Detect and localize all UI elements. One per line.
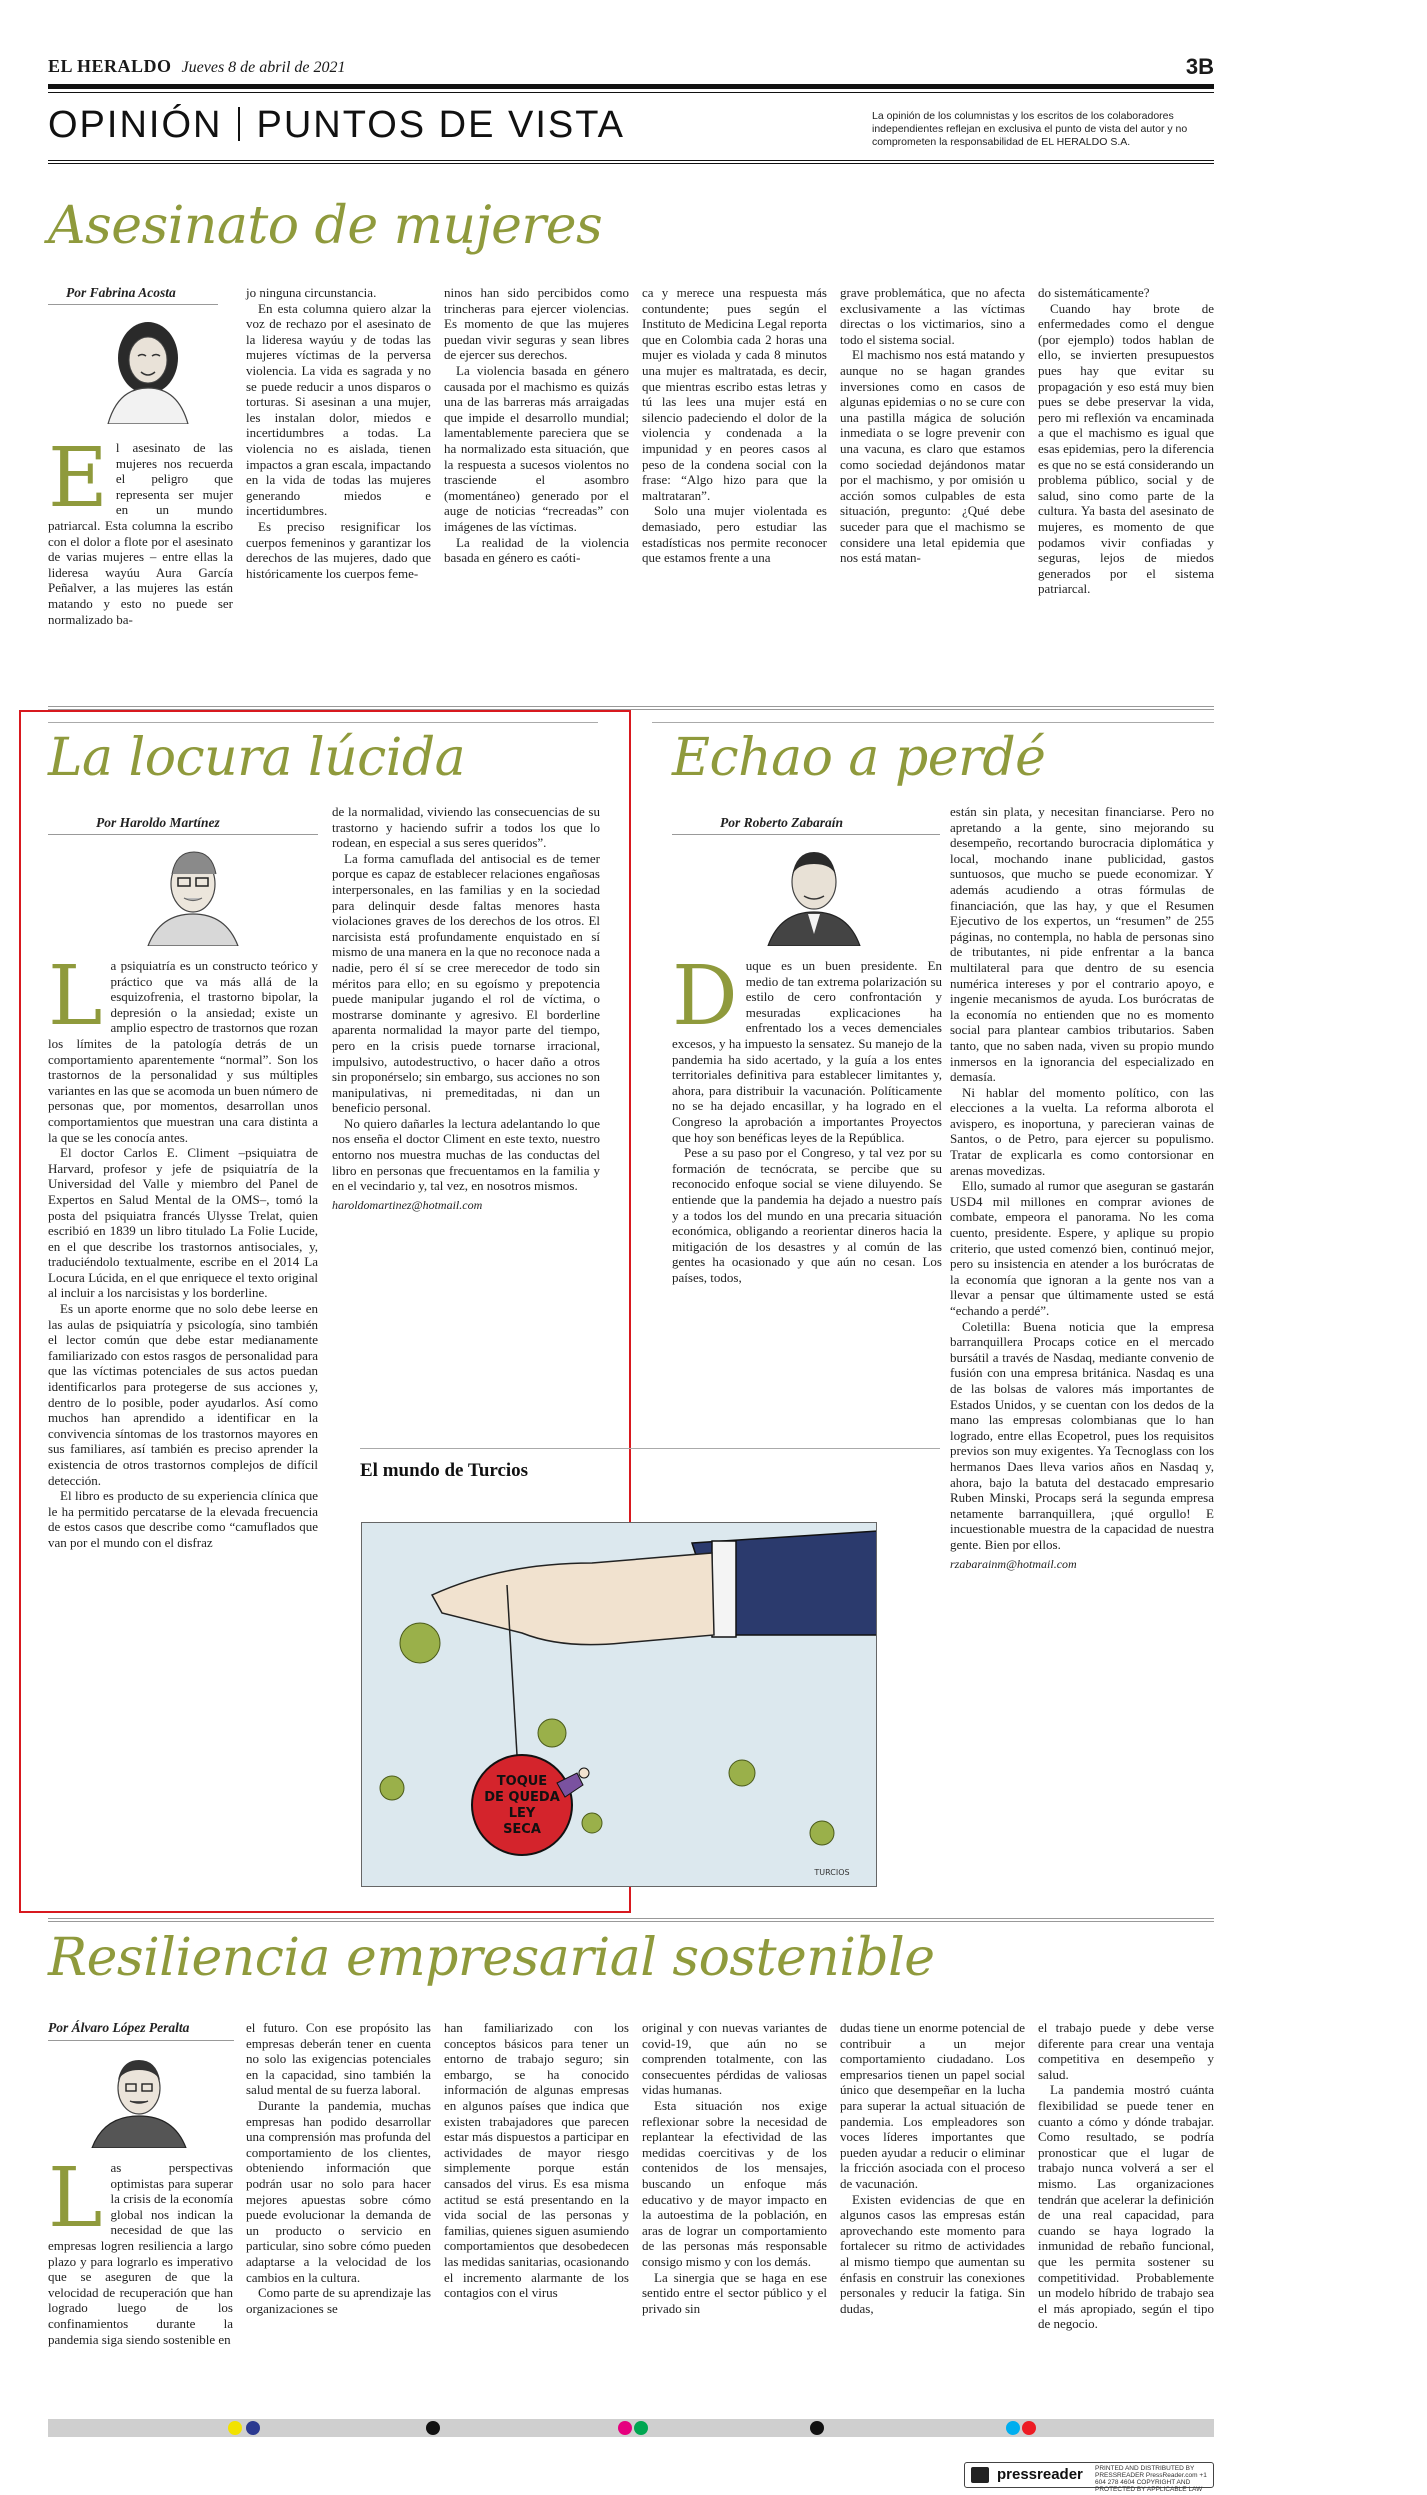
paragraph: No quiero dañarles la lectura adelantando lo que nos enseña el doctor Climent en este texto, nuestro entorno nos muestra muchas de las conductas del libro en personas que frecuentamos en la familia y en el vecindario y, tal vez, en nosotros mismos. — [332, 1115, 600, 1194]
resiliencia-col-5 — [840, 2020, 1025, 2316]
paragraph: Esta situación nos exige reflexionar sobre la necesidad de replantear la efectividad de las medidas coercitivas y de los contenidos de los mensajes, buscando un enfoque más educativo y de mayor impacto en la autoestima de la población, en aras de lograr un comportamiento de las personas más responsable consigo mismo y con los demás. — [642, 2097, 827, 2269]
paragraph: a psiquiatría es un constructo teórico y práctico que va más allá de la esquizofrenia, el trastorno bipolar, la depresión o la ansiedad; existe un amplio espectro de trastornos que rozan los límites de la patología detrás de un comportamiento aparentemente “normal”. Son los trastornos de la personalidad y sus múltiples variantes en las que se acomoda un buen número de personas que, por momentos, desarrollan unos comportamientos que muestran una cara distinta a la que se les conocía antes. — [48, 958, 318, 1145]
locura-col-2 — [332, 804, 600, 1213]
pressreader-logo[interactable] — [964, 2462, 1214, 2493]
dropcap: E — [48, 431, 108, 526]
dropcap: D — [672, 949, 738, 1044]
byline-resiliencia: Por Álvaro López Peralta — [48, 2020, 190, 2035]
masthead — [48, 56, 1214, 82]
resiliencia-col-3 — [444, 2020, 629, 2301]
paragraph: Cuando hay brote de enfermedades como el dengue (por ejemplo) todos hablan de ello, se invierten presupuestos pues hay que evitar su propagación y eso está muy bien pues se debe preservar la vida, pero mi reflexión va encaminada a que el machismo es igual que esas epidemias, pero la diferencia es que no se está considerando un problema público, social y de salud, sino como parte de la cultura. Ya basta del asesinato de mujeres, es momento de que podamos vivir confiadas y seguras, lejos de miedos generados por el sistema patriarcal. — [1038, 300, 1214, 597]
paragraph: Coletilla: Buena noticia que la empresa barranquillera Procaps cotice en el mercado bursátil a través de Nasdaq, mediante convenio de fusión con una empresa británica. Nasdaq es una de las bolsas de valores más importantes de Estados Unidos, y se cuentan con los dedos de la mano las empresas colombianas que lo han logrado, entre ellas Ecopetrol, pues los requisitos previos son muy exigentes. Ya Tecnoglass con los hermanos Daes lleva varios años en Nasdaq y, ahora, bajo la batuta del destacado empresario Ruben Minski, Procaps será la segunda empresa netamente barranquillera, ¡qué orgullo! E incuestionable muestra de la capacidad de nuestra gente. Bien por ellos. — [950, 1318, 1214, 1552]
paragraph: Solo una mujer violentada es demasiado, pero estudiar las estadísticas nos permite reconocer que estamos frente a una — [642, 503, 827, 566]
byline-rule — [672, 834, 940, 835]
paragraph: han familiarizado con los conceptos básicos para tener un entorno de trabajo seguro; sin embargo, se ha conocido información de algunas empresas en algunos países que indica que existen trabajadores que parecen estar más dispuestos a participar en actividades de mayor riesgo simplemente porque están cansados del virus. Es esa misma actitud se está presentando en la vida social de las personas y familias, quienes siguen asumiendo comportamientos que desobedecen las medidas sanitarias, ocasionando el incremento alarmante de los contagios con el virus — [444, 2020, 629, 2301]
paragraph: El doctor Carlos E. Climent –psiquiatra de Harvard, profesor y jefe de psiquiatría de la Universidad del Valle y miembro del Panel de Expertos en Salud Mental de la OMS–, tomó la posta del psiquiatra francés Ulysse Trelat, quien escribió en 1839 un libro titulado La Folie Lucide, en el que describe los trastornos antisociales, y, traduciéndolo textualmente, escribe en el 2014 La Locura Lúcida, en el que enriquece el texto original al incluir a los narcisistas y los borderline. — [48, 1145, 318, 1301]
paragraph: ninos han sido percibidos como trincheras para ejercer violencias. Es momento de que las mujeres puedan vivir seguras y sean libres de ejercer sus derechos. — [444, 285, 629, 363]
author-email[interactable]: haroldomartinez@hotmail.com — [332, 1197, 483, 1212]
paragraph: Pese a su paso por el Congreso, y tal vez por su formación de tecnócrata, se percibe que su reconocido enfoque social se viene diluyendo. Se entiende que la pandemia ha dejado a nuestro país y a todos los del mundo en una precaria situación económica, obligando a reorientar dineros hacia la mitigación de los desastres y al común de las gentes ha ocasionado y que aún no cesan. Los países, todos, — [672, 1145, 942, 1285]
byline-echao: Por Roberto Zabaraín — [720, 815, 844, 830]
registration-dot — [1006, 2421, 1020, 2435]
paragraph: Ello, sumado al rumor que aseguran se gastarán USD4 mil millones en comprar aviones de combate, empeora el panorama. No les coma cuento, presidente. Espere, y aplique su propio criterio, que usted comenzó bien, continuó mejor, pero su insistencia en atender a los burócratas de la economía que ignoran a la gente nos van a llevar a pensar que últimamente usted se está “echando a perdé”. — [950, 1178, 1214, 1318]
paragraph: El machismo nos está matando y aunque no se hagan grandes inversiones como en casos de algunas epidemias o no se cure con una pastilla mágica de solución inmediata o se logre prevenir con una vacuna, es claro que estamos como sociedad dejándonos matar por el machismo, y por omisión u acción somos culpables de esta situación, pregunto: ¿Qué debe suceder para que el machismo se considere una letal epidemia que nos está matan- — [840, 347, 1025, 566]
asesinato-col-2 — [246, 285, 431, 581]
headline-resiliencia: Resiliencia empresarial sostenible — [48, 1928, 935, 1988]
cartoon-ball-text-1: TOQUE — [496, 1774, 548, 1789]
page-number: 3B — [1185, 54, 1214, 79]
echao-col-2 — [950, 804, 1214, 1572]
masthead-rule-thin — [48, 92, 1214, 93]
paragraph: La violencia basada en género causada por el machismo es quizás una de las barreras más arraigadas que impide el desarrollo mundial; lamentablemente pareciera que se ha normalizado esta situación, que la respuesta a sucesos violentos no trasciende el asombro (momentáneo) generado por el auge de noticias “recreadas” con imágenes de las víctimas. — [444, 362, 629, 534]
resiliencia-col-4 — [642, 2020, 827, 2316]
paragraph: Como parte de su aprendizaje las organizaciones se — [246, 2285, 431, 2316]
author-portrait-zabarain — [760, 838, 868, 946]
paragraph: La sinergia que se haga en ese sentido entre el sector público y el privado sin — [642, 2269, 827, 2316]
newspaper-name: EL HERALDO — [48, 56, 172, 76]
article-top-rule — [652, 722, 1214, 723]
pressreader-icon — [971, 2467, 989, 2483]
resiliencia-col-1 — [48, 2151, 233, 2347]
resiliencia-col-2 — [246, 2020, 431, 2316]
cartoon-title: El mundo de Turcios — [360, 1460, 529, 1481]
paragraph: grave problemática, que no afecta exclusivamente a las víctimas directas o los victimarios, sino a todo el sistema social. — [840, 285, 1025, 347]
section-left: OPINIÓN — [48, 104, 223, 146]
paragraph: Es un aporte enorme que no solo debe leerse en las aulas de psiquiatría y psicología, sino también el lector común que debe estar medianamente familiarizado con estos rasgos de personalidad para que las víctimas potenciales de sus actos puedan identificarlos para protegerse de sus acciones y, dentro de lo posible, poder ayudarlos. Así como muchos han aprendido a identificar en la convivencia síntomas de los trastornos mayores en sus familiares, así también es preciso aprender la existencia de otros trastornos complejos de difícil detección. — [48, 1301, 318, 1488]
paragraph: Ni hablar del momento político, con las elecciones a la vuelta. La reforma alborota el avispero, es inoportuna, y parecieran vainas de Santos, o de Petro, para ejercer su populismo. Tratar de explicarla es como contorsionar en arenas movedizas. — [950, 1084, 1214, 1178]
paragraph: Existen evidencias de que en algunos casos las empresas están aprovechando este momento para fortalecer su ritmo de actividades al mismo tiempo que aumentan su énfasis en construir las conexiones personales y reducir la fatiga. Sin dudas, — [840, 2191, 1025, 2316]
paragraph: do sistemáticamente? — [1038, 285, 1150, 300]
author-portrait-lopez — [86, 2046, 192, 2148]
cartoon-rule — [360, 1448, 940, 1449]
registration-dot — [246, 2421, 260, 2435]
cartoon-signature: TURCIOS — [814, 1868, 850, 1877]
cartoon-ball-text-2: DE QUEDA — [484, 1790, 560, 1805]
cartoon-ball-text-4: SECA — [503, 1822, 541, 1837]
paragraph: La forma camuflada del antisocial es de temer porque es capaz de establecer relaciones engañosas interpersonales, en las familias y en la sociedad para delinquir desde faltas menores hasta violaciones graves de los derechos de los otros. El narcisista está profundamente enquistado en sí mismo de una manera en la que no reconoce nada a nadie, pero él sí se cree merecedor de todo sin méritos para ello; en su egoísmo y prepotencia puede manipular jugando el rol de víctima, o mostrarse dominante y agresivo. El borderline aparenta normalidad la mayor parte del tiempo, pero en la crisis puede tornarse irracional, impulsivo, autodestructivo, o hacer daño a otros sin proponérselo; sin embargo, sus acciones no son manipulativas, ni premeditadas, ni dan un beneficio personal. — [332, 850, 600, 1116]
asesinato-col-4 — [642, 285, 827, 566]
section-rule — [48, 160, 1214, 161]
paragraph: de la normalidad, viviendo las consecuencias de su trastorno y haciendo sufrir a todos los que lo rodean, en especial a sus seres queridos”. — [332, 804, 600, 851]
asesinato-col-5 — [840, 285, 1025, 566]
byline-rule — [48, 304, 218, 305]
author-portrait-acosta — [96, 312, 200, 424]
paragraph: El libro es producto de su experiencia clínica que le ha permitido percatarse de la elevada frecuencia de estos casos que describe como “camuflados que van por el mundo con el disfraz — [48, 1488, 318, 1550]
pressreader-name: pressreader — [997, 2466, 1083, 2483]
paragraph: original y con nuevas variantes de covid-19, que aún no se comprenden totalmente, con las consecuentes pérdidas de valiosas vidas humanas. — [642, 2020, 827, 2098]
registration-dot — [618, 2421, 632, 2435]
paragraph: Durante la pandemia, muchas empresas han podido desarrollar una comprensión mas profunda del comportamiento de los clientes, obteniendo información que podrán usar no solo para hacer mejores apuestas sobre cómo puede evolucionar la demanda de un producto o servicio en particular, sino sobre cómo pueden adaptarse a la velocidad de los cambios en la cultura. — [246, 2097, 431, 2285]
asesinato-col-3 — [444, 285, 629, 566]
byline-locura: Por Haroldo Martínez — [96, 815, 220, 830]
paragraph: jo ninguna circunstancia. — [246, 285, 377, 300]
paragraph: Es preciso resignificar los cuerpos femeninos y garantizar los derechos de las mujeres, dado que históricamente los cuerpos feme- — [246, 518, 431, 581]
dropcap: L — [48, 2151, 103, 2246]
registration-dot — [228, 2421, 242, 2435]
headline-asesinato: Asesinato de mujeres — [48, 196, 603, 256]
byline-rule — [48, 834, 318, 835]
section-right: PUNTOS DE VISTA — [256, 104, 626, 146]
paragraph: as perspectivas optimistas para superar la crisis de la economía global nos indican la necesidad de que las empresas logren resiliencia a largo plazo y para lograrlo es imperativo que se aseguren de que la velocidad de recuperación que han logrado luego de los confinamientos durante la pandemia siga siendo sostenible en — [48, 2160, 233, 2347]
article-divider — [48, 1918, 1214, 1922]
locura-col-1 — [48, 949, 318, 1551]
resiliencia-col-6 — [1038, 2020, 1214, 2332]
paragraph: En esta columna quiero alzar la voz de rechazo por el asesinato de la lideresa wayúu y de todas las mujeres víctimas de la perversa violencia. La vida es sagrada y no se puede reducir a unos disparos o torturas. Si asesinan a una mujer, les instalan dolor, miedos e incertidumbres a todas. La violencia no es aislada, tienen impactos a gran escala, impactando en la vida de todas las mujeres generando miedos e incertidumbres. — [246, 300, 431, 519]
editorial-disclaimer: La opinión de los columnistas y los escritos de los colaboradores independientes reflejan en exclusiva el punto de vista del autor y no comprometen la responsabilidad de EL HERALDO S.A. — [872, 110, 1188, 148]
headline-echao: Echao a perdé — [672, 728, 1046, 788]
section-rule-2 — [48, 163, 1214, 164]
cartoon-ball-text-3: LEY — [508, 1806, 536, 1821]
paragraph: dudas tiene un enorme potencial de contribuir a un mejor comportamiento ciudadano. Los empresarios tienen un papel social único que desempeñar en la lucha para superar la actual situación de pandemia. Los empleadores son voces líderes importantes que pueden ayudar a reducir o eliminar la fricción asociada con el proceso de vacunación. — [840, 2020, 1025, 2191]
registration-dot — [1022, 2421, 1036, 2435]
paragraph: l asesinato de las mujeres nos recuerda el peligro que representa ser mujer en un mundo patriarcal. Esta columna la escribo con el dolor a flote por el asesinato de varias mujeres – entre ellas la lideresa wayúu Aura García Peñalver, a las mujeres las están matando y esto no puede ser normalizado ba- — [48, 440, 233, 627]
registration-dot — [634, 2421, 648, 2435]
section-separator — [238, 107, 240, 141]
dropcap: L — [48, 949, 103, 1044]
article-top-rule — [48, 722, 598, 723]
registration-dot — [426, 2421, 440, 2435]
masthead-rule — [48, 84, 1214, 89]
paragraph: están sin plata, y necesitan financiarse. Pero no apretando a la gente, sino mejorando su desempeño, recortando burocracia diplomática y local, mochando inane publicidad, gastos suntuosos, que mucho se puede economizar. Y además acudiendo a otras fórmulas de financiación, que las hay, y que el Resumen Ejecutivo de los expertos, un “resumen” de 255 páginas, no contempla, no habla de personas sino de tributantes, ni pide enfrentar a la banca multilateral para que dentro de su esencia numérica intereses y por el contrario apoyo, e ingenie mecanismos de ayuda. Los burócratas de la economía no entienden que no es momento social para plantear cambios tributarios. Saben tanto, que no saben nada, viven su propio mundo inmersos en la ignorancia del especializado en demasía. — [950, 804, 1214, 1085]
paragraph: el trabajo puede y debe verse diferente para crear una ventaja competitiva en desempeño y salud. — [1038, 2020, 1214, 2082]
section-title — [48, 104, 625, 147]
byline-rule — [48, 2040, 234, 2041]
headline-locura: La locura lúcida — [48, 728, 466, 788]
cartoon-illustration — [361, 1522, 877, 1887]
paragraph: La realidad de la violencia basada en género es caóti- — [444, 534, 629, 566]
asesinato-col-6 — [1038, 285, 1214, 597]
paragraph: el futuro. Con ese propósito las empresas deberán tener en cuenta no solo las exigencias potenciales en la capacidad, sino también la salud mental de su fuerza laboral. — [246, 2020, 431, 2098]
echao-col-1 — [672, 949, 942, 1285]
pressreader-notice: PRINTED AND DISTRIBUTED BY PRESSREADER PressReader.com +1 604 278 4604 COPYRIGHT AND PROTECTED BY APPLICABLE LAW — [1095, 2465, 1207, 2493]
asesinato-col-1 — [48, 431, 233, 627]
issue-date: Jueves 8 de abril de 2021 — [181, 59, 346, 76]
paragraph: ca y merece una respuesta más contundente; pues según el Instituto de Medicina Legal reporta que en Colombia cada 2 horas una mujer es violada y cada 8 minutos una mujer es maltratada, es decir, que mientras escribo estas letras y tú las lees una mujer está en silencio padeciendo el dolor de la violencia y condenada a la impunidad y en peores casos al peso de la condena social con la frase: “Algo hizo para que la maltrataran”. — [642, 285, 827, 503]
author-email[interactable]: rzabarainm@hotmail.com — [950, 1556, 1077, 1571]
author-portrait-martinez — [138, 838, 248, 946]
registration-dot — [810, 2421, 824, 2435]
byline-asesinato: Por Fabrina Acosta — [66, 285, 176, 300]
paragraph: La pandemia mostró cuánta flexibilidad se puede tener en cuanto a cómo y dónde trabajar. Como resultado, se podría pronosticar que el lugar de trabajo nunca volverá a ser el mismo. Las organizaciones tendrán que acelerar la definición de una real capacidad, para cuando se haya logrado la inmunidad de rebaño funcional, que les permita sostener su competitividad. Probablemente un modelo híbrido de trabajo sea el más apropiado, según el tipo de negocio. — [1038, 2082, 1214, 2332]
paragraph: uque es un buen presidente. En medio de tan extrema polarización su estilo de cero confrontación y mesuradas explicaciones ha enfrentado los a veces demenciales excesos, y ha impuesto la sensatez. Su manejo de la pandemia ha sido acertado, y la guía a los entes territoriales definitiva para establecer limitantes y, ahora, para distribuir la vacunación. Políticamente no se ha dejado encasillar, y ha logrado en el Congreso la aprobación a importantes Proyectos que hoy son benéficas leyes de la República. — [672, 958, 942, 1145]
